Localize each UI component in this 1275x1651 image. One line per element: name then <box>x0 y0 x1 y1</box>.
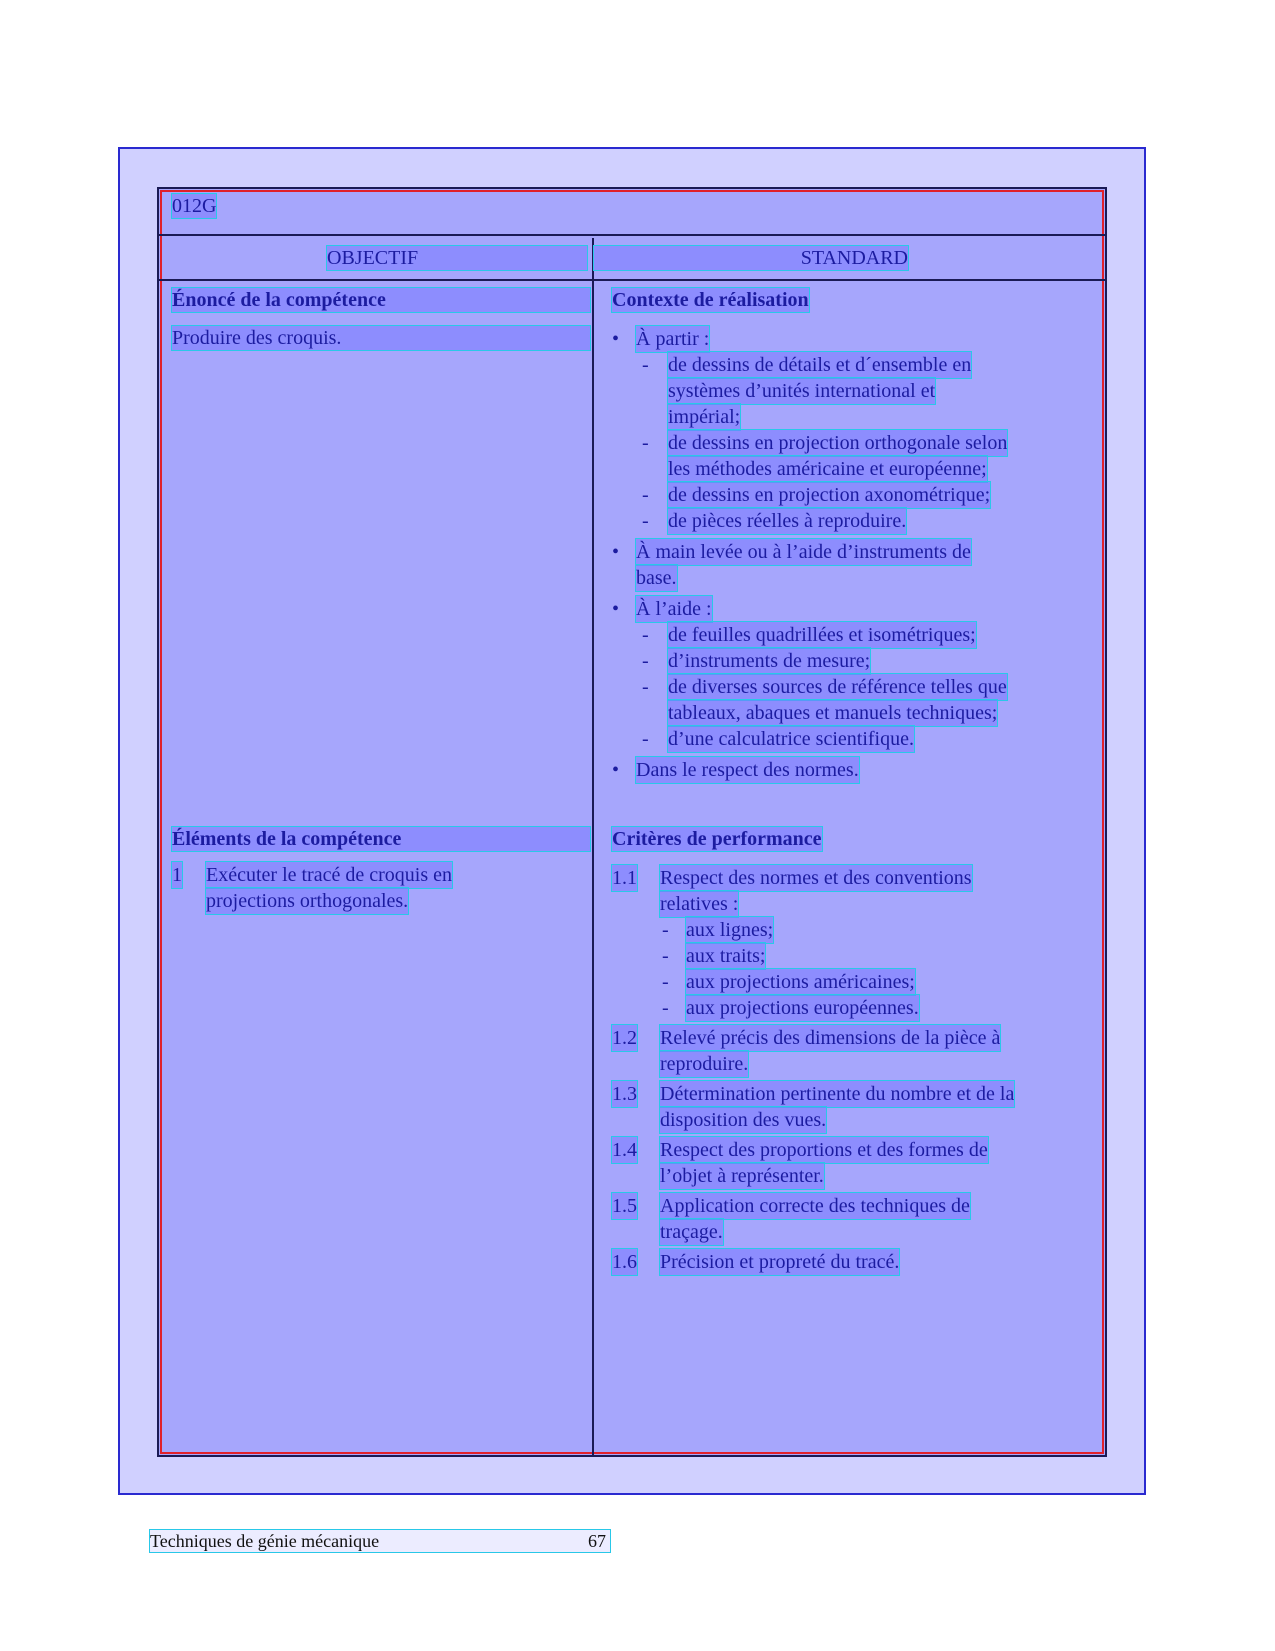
contexte-title: Contexte de réalisation <box>612 289 809 311</box>
column-divider <box>592 238 594 1456</box>
competence-code: 012G <box>172 195 217 217</box>
dash-marker: - <box>642 650 649 672</box>
contexte-bullet: À main levée ou à l’aide d’instruments de <box>636 541 971 563</box>
dash-marker: - <box>662 971 669 993</box>
critere-number: 1.2 <box>612 1027 637 1049</box>
contexte-subitem: de dessins de détails et d´ensemble en <box>668 354 972 376</box>
critere-text: relatives : <box>660 893 739 915</box>
critere-subitem: aux lignes; <box>686 919 774 941</box>
dash-marker: - <box>662 919 669 941</box>
critere-subitem: aux projections américaines; <box>686 971 915 993</box>
critere-subitem: aux projections européennes. <box>686 997 919 1019</box>
critere-number: 1.1 <box>612 867 637 889</box>
dash-marker: - <box>642 484 649 506</box>
critere-text: l’objet à représenter. <box>660 1165 824 1187</box>
dash-marker: - <box>642 728 649 750</box>
critere-number: 1.4 <box>612 1139 637 1161</box>
critere-text: reproduire. <box>660 1053 749 1075</box>
dash-marker: - <box>642 510 649 532</box>
critere-text: Respect des proportions et des formes de <box>660 1139 988 1161</box>
critere-text: Respect des normes et des conventions <box>660 867 972 889</box>
dash-marker: - <box>642 432 649 454</box>
contexte-bullet: À partir : <box>636 328 710 350</box>
critere-subitem: aux traits; <box>686 945 766 967</box>
critere-text: Précision et propreté du tracé. <box>660 1251 900 1273</box>
dash-marker: - <box>642 354 649 376</box>
contexte-bullet: À l’aide : <box>636 598 712 620</box>
bullet-marker: • <box>612 598 620 620</box>
contexte-subitem: de feuilles quadrillées et isométriques; <box>668 624 976 646</box>
bullet-marker: • <box>612 328 620 350</box>
critere-text: Détermination pertinente du nombre et de la <box>660 1083 1015 1105</box>
row-divider-2 <box>159 279 1105 281</box>
contexte-subitem: de dessins en projection orthogonale selon <box>668 432 1008 454</box>
critere-number: 1.3 <box>612 1083 637 1105</box>
footer-title: Techniques de génie mécanique <box>150 1531 380 1551</box>
critere-text: disposition des vues. <box>660 1109 827 1131</box>
dash-marker: - <box>642 676 649 698</box>
dash-marker: - <box>662 945 669 967</box>
critere-number: 1.6 <box>612 1251 637 1273</box>
element-text: Exécuter le tracé de croquis en <box>206 864 452 886</box>
contexte-bullet-line: base. <box>636 567 677 589</box>
element-number: 1 <box>172 864 182 886</box>
element-text: projections orthogonales. <box>206 890 409 912</box>
critere-text: traçage. <box>660 1221 723 1243</box>
critere-text: Application correcte des techniques de <box>660 1195 970 1217</box>
critere-number: 1.5 <box>612 1195 637 1217</box>
page-footer <box>150 1530 610 1552</box>
contexte-subitem: impérial; <box>668 406 741 428</box>
bullet-marker: • <box>612 541 620 563</box>
contexte-subitem: de pièces réelles à reproduire. <box>668 510 907 532</box>
enonce-title: Énoncé de la compétence <box>172 288 590 312</box>
header-objectif: OBJECTIF <box>327 246 587 270</box>
bullet-marker: • <box>612 759 620 781</box>
header-standard: STANDARD <box>594 246 908 270</box>
enonce-text: Produire des croquis. <box>172 326 590 350</box>
contexte-subitem: d’une calculatrice scientifique. <box>668 728 914 750</box>
footer-page-number: 67 <box>588 1531 606 1551</box>
contexte-subitem: de dessins en projection axonométrique; <box>668 484 991 506</box>
criteres-title: Critères de performance <box>612 828 822 850</box>
elements-title: Éléments de la compétence <box>172 827 590 851</box>
contexte-bullet: Dans le respect des normes. <box>636 759 859 781</box>
critere-text: Relevé précis des dimensions de la pièce à <box>660 1027 1001 1049</box>
dash-marker: - <box>642 624 649 646</box>
contexte-subitem: les méthodes américaine et européenne; <box>668 458 987 480</box>
contexte-subitem: d’instruments de mesure; <box>668 650 871 672</box>
dash-marker: - <box>662 997 669 1019</box>
contexte-subitem: de diverses sources de référence telles que <box>668 676 1007 698</box>
row-divider-1 <box>159 234 1105 236</box>
contexte-subitem: systèmes d’unités international et <box>668 380 936 402</box>
contexte-subitem: tableaux, abaques et manuels techniques; <box>668 702 998 724</box>
